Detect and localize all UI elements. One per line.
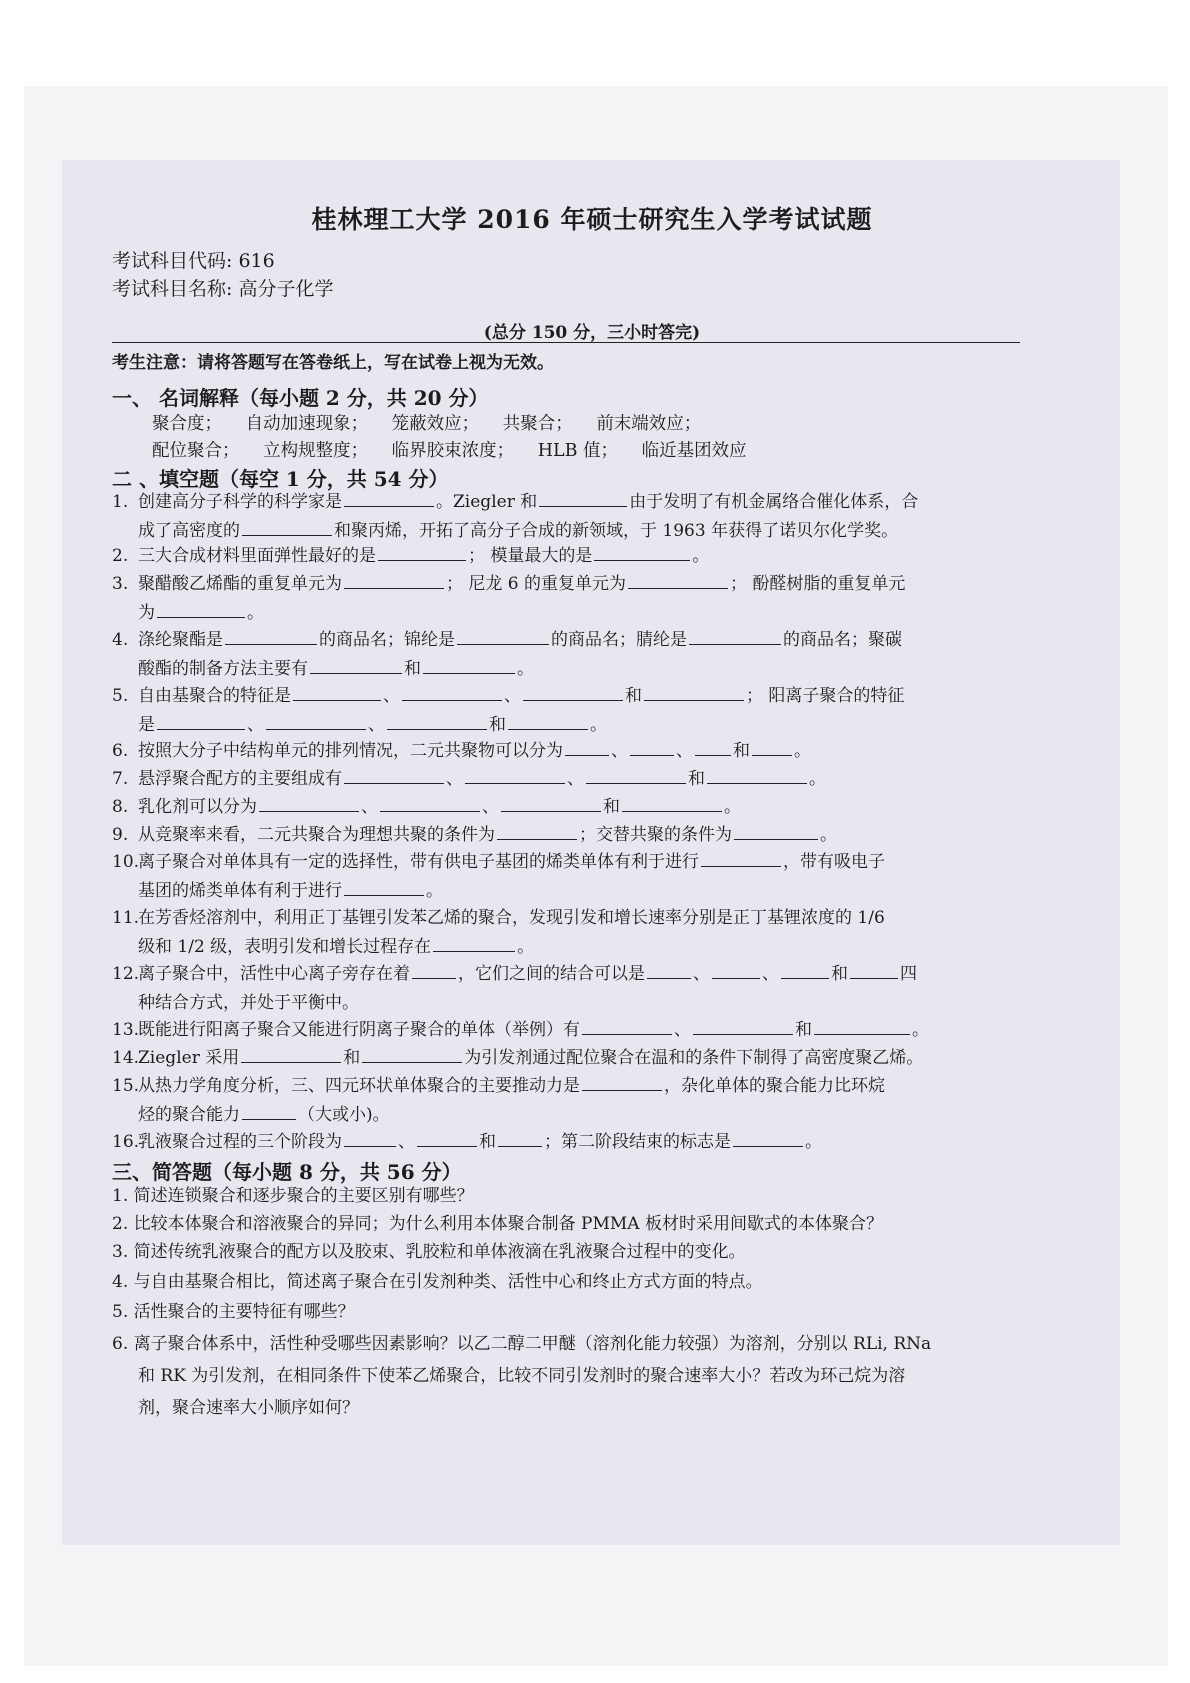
question-text: 四 — [900, 964, 917, 984]
question-text: 悬浮聚合配方的主要组成有 — [138, 769, 342, 789]
question-text: 。 — [590, 715, 607, 735]
question-text: 的商品名；锦纶是 — [319, 630, 455, 650]
question-number: 3. — [112, 574, 129, 594]
separator: 、 — [398, 1132, 415, 1152]
question-number: 13. — [112, 1020, 140, 1040]
question-text: 和 — [404, 659, 421, 679]
fill-question-1 — [112, 488, 1032, 546]
fill-question-14 — [112, 1044, 1032, 1073]
header-divider — [112, 342, 1020, 343]
short-question-4: 4. 与自由基聚合相比，简述离子聚合在引发剂种类、活性中心和终止方式方面的特点。 — [112, 1272, 763, 1292]
answer-blank — [565, 738, 609, 756]
question-text: 和 — [489, 715, 506, 735]
answer-blank — [501, 794, 601, 812]
short-question-6: 6. 离子聚合体系中，活性种受哪些因素影响？以乙二醇二甲醚（溶剂化能力较强）为溶剂，分别以 RLi, RNa — [112, 1334, 932, 1354]
question-text: 自由基聚合的特征是 — [138, 686, 291, 706]
answer-blank — [362, 1045, 462, 1063]
answer-blank — [412, 961, 456, 979]
separator: 、 — [762, 964, 779, 984]
fill-question-10 — [112, 848, 1032, 906]
question-number: 2. — [112, 546, 129, 566]
separator: 、 — [676, 741, 693, 761]
separator: 、 — [383, 686, 400, 706]
answer-blank — [586, 766, 686, 784]
answer-blank — [781, 961, 829, 979]
question-text: ； 酚醛树脂的重复单元 — [730, 574, 906, 594]
fill-question-6 — [112, 737, 1032, 766]
question-text: 。 — [724, 797, 741, 817]
question-text: 为 — [138, 603, 155, 623]
answer-blank — [693, 1017, 793, 1035]
question-number: 4. — [112, 630, 129, 650]
subject-name: 考试科目名称: 高分子化学 — [112, 278, 334, 300]
answer-blank — [498, 1129, 542, 1147]
question-text: 。 — [426, 881, 443, 901]
question-text: 。 — [247, 603, 264, 623]
answer-blank — [850, 961, 898, 979]
question-number: 7. — [112, 769, 129, 789]
question-text: 酸酯的制备方法主要有 — [138, 659, 308, 679]
question-number: 1. — [112, 492, 129, 512]
term: 共聚合； — [502, 414, 573, 434]
answer-blank — [157, 712, 245, 730]
separator: 、 — [247, 715, 264, 735]
question-text: 和 — [795, 1020, 812, 1040]
answer-blank — [242, 1102, 296, 1120]
question-text: 和聚丙烯，开拓了高分子合成的新领域，于 1963 年获得了诺贝尔化学奖。 — [334, 521, 899, 541]
question-text: 聚醋酸乙烯酯的重复单元为 — [138, 574, 342, 594]
question-text: 既能进行阳离子聚合又能进行阴离子聚合的单体（举例）有 — [138, 1020, 580, 1040]
question-text: 的商品名；腈纶是 — [551, 630, 687, 650]
term: 自动加速现象； — [245, 414, 369, 434]
answer-blank — [225, 627, 317, 645]
question-text: 从热力学角度分析，三、四元环状单体聚合的主要推动力是 — [138, 1076, 580, 1096]
answer-blank — [701, 849, 781, 867]
question-text: Ziegler 采用 — [138, 1048, 240, 1068]
fill-question-12 — [112, 960, 1032, 1018]
answer-blank — [582, 1017, 672, 1035]
answer-blank — [266, 712, 366, 730]
question-text: 和 — [831, 964, 848, 984]
fill-question-4 — [112, 626, 1032, 684]
answer-blank — [523, 683, 623, 701]
term: 临近基团效应 — [641, 441, 747, 461]
answer-blank — [423, 656, 515, 674]
term: 聚合度； — [152, 414, 222, 434]
term: 配位聚合； — [152, 441, 240, 461]
question-text: ； 尼龙 6 的重复单元为 — [446, 574, 627, 594]
question-text: ，杂化单体的聚合能力比环烷 — [664, 1076, 885, 1096]
answer-blank — [647, 961, 691, 979]
fill-question-15 — [112, 1072, 1032, 1130]
fill-question-2 — [112, 542, 1032, 571]
short-question-6-line2: 和 RK 为引发剂，在相同条件下使苯乙烯聚合，比较不同引发剂时的聚合速率大小？若改为环己烷为溶 — [138, 1366, 906, 1386]
question-text: 。 — [820, 825, 837, 845]
question-number: 12. — [112, 964, 140, 984]
separator: 、 — [482, 797, 499, 817]
answer-blank — [157, 600, 245, 618]
answer-blank — [622, 794, 722, 812]
separator: 、 — [567, 769, 584, 789]
separator: 、 — [368, 715, 385, 735]
fill-question-11 — [112, 904, 1032, 962]
question-number: 5. — [112, 686, 129, 706]
question-text: 创建高分子科学的科学家是 — [138, 492, 342, 512]
section3-heading: 三、简答题（每小题 8 分，共 56 分） — [112, 1160, 462, 1184]
answer-blank — [734, 822, 818, 840]
answer-blank — [539, 489, 627, 507]
question-text: 。 — [692, 546, 710, 566]
answer-blank — [712, 961, 760, 979]
term: 前末端效应； — [596, 414, 702, 434]
question-text: ；交替共聚的条件为 — [579, 825, 732, 845]
question-number: 11. — [112, 908, 140, 928]
question-text: 为引发剂通过配位聚合在温和的条件下制得了高密度聚乙烯。 — [464, 1048, 924, 1068]
term: 笼蔽效应； — [391, 414, 480, 434]
question-text: 。 — [805, 1132, 822, 1152]
fill-question-3 — [112, 570, 1032, 628]
answer-blank — [402, 683, 502, 701]
short-question-6-line3: 剂，聚合速率大小顺序如何？ — [138, 1398, 359, 1418]
answer-blank — [378, 543, 466, 561]
answer-blank — [628, 571, 728, 589]
question-text: 是 — [138, 715, 155, 735]
question-number: 14. — [112, 1048, 140, 1068]
answer-blank — [242, 518, 332, 536]
answer-blank — [465, 766, 565, 784]
question-number: 8. — [112, 797, 129, 817]
question-number: 10. — [112, 852, 140, 872]
question-text: 由于发明了有机金属络合催化体系，合 — [629, 492, 919, 512]
question-text: 。 — [517, 659, 534, 679]
answer-blank — [814, 1017, 910, 1035]
question-text: 。 — [912, 1020, 929, 1040]
question-text: 乳液聚合过程的三个阶段为 — [138, 1132, 342, 1152]
term: HLB 值； — [537, 441, 619, 461]
section2-heading: 二 、填空题（每空 1 分，共 54 分） — [112, 467, 449, 491]
answer-blank — [695, 738, 731, 756]
answer-blank — [508, 712, 588, 730]
short-question-3: 3. 简述传统乳液聚合的配方以及胶束、乳胶粒和单体液滴在乳液聚合过程中的变化。 — [112, 1242, 746, 1262]
question-text: 。 — [794, 741, 811, 761]
total-score-note: (总分 150 分，三小时答完) — [483, 323, 701, 343]
question-number: 9. — [112, 825, 129, 845]
question-text: 在芳香烃溶剂中，利用正丁基锂引发苯乙烯的聚合，发现引发和增长速率分别是正丁基锂浓度的 1/6 — [138, 908, 885, 928]
question-text: 和 — [625, 686, 642, 706]
question-text: 。 — [809, 769, 826, 789]
question-text: 和 — [688, 769, 705, 789]
question-text: 三大合成材料里面弹性最好的是 — [138, 546, 376, 566]
question-text: 种结合方式，并处于平衡中。 — [138, 993, 359, 1013]
question-text: 离子聚合对单体具有一定的选择性，带有供电子基团的烯类单体有利于进行 — [138, 852, 699, 872]
question-text: 。 — [517, 937, 535, 957]
question-text: 基团的烯类单体有利于进行 — [138, 881, 342, 901]
question-text: 和 — [479, 1132, 496, 1152]
answer-blank — [707, 766, 807, 784]
question-text: （大或小)。 — [298, 1105, 390, 1125]
question-text: ；第二阶段结束的标志是 — [544, 1132, 731, 1152]
question-text: 的商品名；聚碳 — [783, 630, 902, 650]
fill-question-9 — [112, 821, 1032, 850]
answer-blank — [344, 766, 444, 784]
question-text: 从竞聚率来看，二元共聚合为理想共聚的条件为 — [138, 825, 495, 845]
short-question-5: 5. 活性聚合的主要特征有哪些？ — [112, 1302, 355, 1322]
question-text: ，带有吸电子 — [783, 852, 885, 872]
term: 立构规整度； — [263, 441, 369, 461]
question-text: ； 阳离子聚合的特征 — [746, 686, 905, 706]
question-text: ，它们之间的结合可以是 — [458, 964, 645, 984]
answer-blank — [310, 656, 402, 674]
answer-blank — [457, 627, 549, 645]
scanned-exam-sheet — [62, 160, 1120, 1545]
answer-blank — [689, 627, 781, 645]
subject-code: 考试科目代码: 616 — [112, 250, 275, 272]
short-question-1: 1. 简述连锁聚合和逐步聚合的主要区别有哪些？ — [112, 1186, 474, 1206]
fill-question-8 — [112, 793, 1032, 822]
fill-question-7 — [112, 765, 1032, 794]
answer-blank — [433, 934, 515, 952]
question-number: 6. — [112, 741, 129, 761]
answer-blank — [380, 794, 480, 812]
answer-blank — [344, 878, 424, 896]
answer-blank — [344, 1129, 396, 1147]
question-text: ； 模量最大的是 — [468, 546, 593, 566]
question-text: 和 — [603, 797, 620, 817]
separator: 、 — [611, 741, 628, 761]
separator: 、 — [693, 964, 710, 984]
exam-notice: 考生注意：请将答题写在答卷纸上，写在试卷上视为无效。 — [112, 353, 554, 373]
question-text: 和 — [733, 741, 750, 761]
answer-blank — [417, 1129, 477, 1147]
fill-question-16 — [112, 1128, 1032, 1157]
term: 临界胶束浓度； — [391, 441, 515, 461]
answer-blank — [630, 738, 674, 756]
separator: 、 — [446, 769, 463, 789]
separator: 、 — [361, 797, 378, 817]
answer-blank — [582, 1073, 662, 1091]
answer-blank — [752, 738, 792, 756]
answer-blank — [259, 794, 359, 812]
section1-heading: 一、 名词解释（每小题 2 分，共 20 分） — [112, 386, 489, 410]
question-text: 按照大分子中结构单元的排列情况，二元共聚物可以分为 — [138, 741, 563, 761]
separator: 、 — [504, 686, 521, 706]
answer-blank — [387, 712, 487, 730]
answer-blank — [293, 683, 381, 701]
answer-blank — [241, 1045, 341, 1063]
question-number: 16. — [112, 1132, 140, 1152]
question-text: 乳化剂可以分为 — [138, 797, 257, 817]
separator: 、 — [674, 1020, 691, 1040]
fill-question-13 — [112, 1016, 1032, 1045]
short-question-2: 2. 比较本体聚合和溶液聚合的异同；为什么利用本体聚合制备 PMMA 板材时采用间歇式的本体聚合？ — [112, 1214, 883, 1234]
question-text: 离子聚合中，活性中心离子旁存在着 — [138, 964, 410, 984]
answer-blank — [644, 683, 744, 701]
answer-blank — [344, 489, 434, 507]
fill-question-5 — [112, 682, 1032, 740]
answer-blank — [733, 1129, 803, 1147]
question-text: 烃的聚合能力 — [138, 1105, 240, 1125]
question-number: 15. — [112, 1076, 140, 1096]
question-text: 涤纶聚酯是 — [138, 630, 223, 650]
term-row-1 — [152, 410, 719, 435]
question-text: 和 — [343, 1048, 361, 1068]
exam-title: 桂林理工大学 2016 年硕士研究生入学考试试题 — [311, 205, 873, 234]
answer-blank — [594, 543, 690, 561]
question-text: 。Ziegler 和 — [436, 492, 538, 512]
answer-blank — [497, 822, 577, 840]
question-text: 级和 1/2 级，表明引发和增长过程存在 — [138, 937, 432, 957]
answer-blank — [344, 571, 444, 589]
term-row-2 — [152, 437, 765, 462]
question-text: 成了高密度的 — [138, 521, 240, 541]
